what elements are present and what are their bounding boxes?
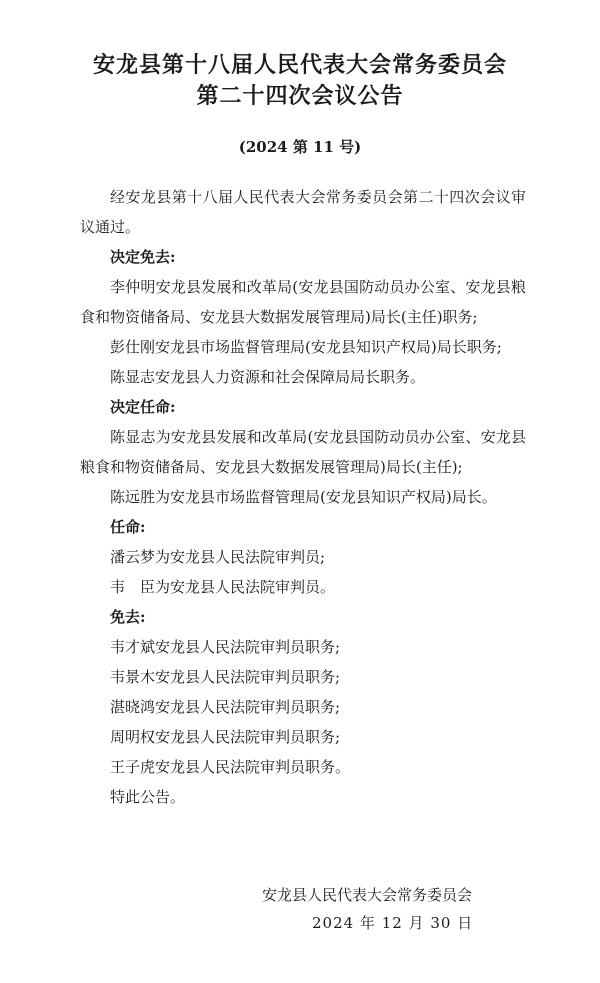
- judge-appoint-item: 韦 臣为安龙县人民法院审判员。: [110, 578, 336, 596]
- signature-organization: 安龙县人民代表大会常务委员会: [262, 886, 473, 904]
- judge-dismiss-item: 韦景木安龙县人民法院审判员职务;: [110, 668, 341, 686]
- dismiss-item: 李仲明安龙县发展和改革局(安龙县国防动员办公室、安龙县粮食和物资储备局、安龙县大数据发展管理局)局长(主任)职务;: [80, 278, 526, 326]
- closing-line: 特此公告。: [110, 788, 186, 806]
- appoint-item: 陈显志为安龙县发展和改革局(安龙县国防动员办公室、安龙县粮食和物资储备局、安龙县大数据发展管理局)局长(主任);: [80, 428, 526, 476]
- judge-dismiss-item: 韦才斌安龙县人民法院审判员职务;: [110, 638, 341, 656]
- judge-appoint-heading: 任命:: [110, 518, 146, 536]
- intro-paragraph: 经安龙县第十八届人民代表大会常务委员会第二十四次会议审议通过。: [80, 188, 526, 236]
- judge-dismiss-item: 周明权安龙县人民法院审判员职务;: [110, 728, 341, 746]
- dismiss-item: 彭仕刚安龙县市场监督管理局(安龙县知识产权局)局长职务;: [110, 338, 502, 356]
- judge-appoint-item: 潘云梦为安龙县人民法院审判员;: [110, 548, 326, 566]
- judge-dismiss-item: 湛晓鸿安龙县人民法院审判员职务;: [110, 698, 341, 716]
- appoint-item: 陈远胜为安龙县市场监督管理局(安龙县知识产权局)局长。: [110, 488, 497, 506]
- document-body: [80, 182, 526, 812]
- judge-dismiss-heading: 免去:: [110, 608, 146, 626]
- document-title-line-2: 第二十四次会议公告: [196, 83, 404, 109]
- judge-dismiss-item: 王子虎安龙县人民法院审判员职务。: [110, 758, 351, 776]
- dismiss-item: 陈显志安龙县人力资源和社会保障局局长职务。: [110, 368, 426, 386]
- dismiss-heading: 决定免去:: [110, 248, 176, 266]
- document-number: (2024 第 11 号): [238, 138, 362, 156]
- appoint-heading: 决定任命:: [110, 398, 176, 416]
- document-title-line-1: 安龙县第十八届人民代表大会常务委员会: [92, 52, 507, 78]
- signature-date: 2024 年 12 月 30 日: [312, 914, 474, 932]
